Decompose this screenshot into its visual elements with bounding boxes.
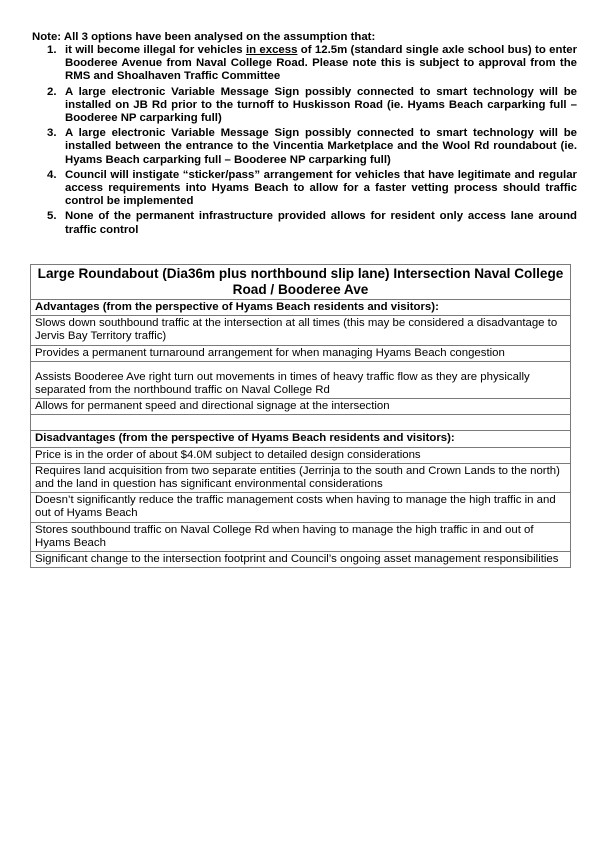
- assumption-number: 3.: [47, 127, 57, 140]
- assumption-item-2: [32, 86, 577, 126]
- underlined-text: in excess: [245, 44, 298, 56]
- assumption-number: 4.: [47, 168, 57, 181]
- table-row: [31, 552, 571, 568]
- assumption-text: Council will instigate “sticker/pass” arrangement for vehicles that have legitimate and regular access requirements into Hyams Beach to allow for a faster vetting process should traffic control be implemented: [65, 168, 577, 208]
- table-row: [31, 493, 571, 522]
- table-row: [31, 399, 571, 415]
- table-row: [31, 300, 571, 316]
- disadvantage-item: Doesn’t significantly reduce the traffic management costs when having to manage the high traffic in and out of Hyams Beach: [31, 493, 571, 522]
- advantage-item: Assists Booderee Ave right turn out movements in times of heavy traffic flow as they are physically separated from the northbound traffic on Naval College Rd: [31, 361, 571, 398]
- assumptions-list: [32, 44, 577, 239]
- disadvantage-item: Stores southbound traffic on Naval College Rd when having to manage the high traffic in and out of Hyams Beach: [31, 522, 571, 551]
- table-title: Large Roundabout (Dia36m plus northbound slip lane) Intersection Naval College Road / Booderee Ave: [31, 265, 571, 300]
- assumption-item-3: [32, 127, 577, 167]
- table-row: [31, 361, 571, 398]
- advantage-item: Provides a permanent turnaround arrangement for when managing Hyams Beach congestion: [31, 345, 571, 361]
- assumption-number: 2.: [47, 85, 57, 98]
- assumption-item-5: [32, 210, 577, 236]
- note-heading: Note: All 3 options have been analysed on the assumption that:: [32, 31, 376, 43]
- disadvantages-heading: Disadvantages (from the perspective of Hyams Beach residents and visitors):: [31, 431, 571, 447]
- assumption-number: 5.: [47, 210, 57, 223]
- table-row: [31, 463, 571, 492]
- disadvantage-item: Significant change to the intersection footprint and Council’s ongoing asset management responsibilities: [31, 552, 571, 568]
- assumption-item-1: [32, 44, 577, 84]
- table-row: [31, 431, 571, 447]
- table-row: [31, 415, 571, 431]
- table-row: [31, 522, 571, 551]
- advantage-item: Slows down southbound traffic at the intersection at all times (this may be considered a disadvantage to Jervis Bay Territory traffic): [31, 316, 571, 345]
- table-row: [31, 447, 571, 463]
- assumption-number: 1.: [47, 44, 57, 56]
- table-row: [31, 345, 571, 361]
- assumption-text: None of the permanent infrastructure provided allows for resident only access lane around traffic control: [65, 210, 577, 236]
- table-title-row: [31, 265, 571, 300]
- blank-cell: [31, 415, 571, 431]
- table-row: [31, 316, 571, 345]
- advantages-heading: Advantages (from the perspective of Hyams Beach residents and visitors):: [31, 300, 571, 316]
- disadvantage-item: Requires land acquisition from two separate entities (Jerrinja to the south and Crown Lands to the north) and the land in question has significant environmental considerations: [31, 463, 571, 492]
- advantage-item: Allows for permanent speed and directional signage at the intersection: [31, 399, 571, 415]
- assumption-text: A large electronic Variable Message Sign possibly connected to smart technology will be installed between the entrance to the Vincentia Marketplace and the Wool Rd roundabout (ie. Hyams Beach carparking full – Booderee NP carparking full): [65, 127, 577, 166]
- disadvantage-item: Price is in the order of about $4.0M subject to detailed design considerations: [31, 447, 571, 463]
- options-table: [30, 264, 571, 568]
- assumption-item-4: [32, 169, 577, 209]
- assumption-text: A large electronic Variable Message Sign possibly connected to smart technology will be installed on JB Rd prior to the turnoff to Huskisson Road (ie. Hyams Beach carparking full – Booderee NP carparking full): [65, 85, 577, 125]
- assumption-text: it will become illegal for vehicles in excess of 12.5m (standard single axle school bus) to enter Booderee Avenue from Naval College Road. Please note this is subject to approval from the RMS and Shoalhaven Traffic Committee: [65, 44, 578, 83]
